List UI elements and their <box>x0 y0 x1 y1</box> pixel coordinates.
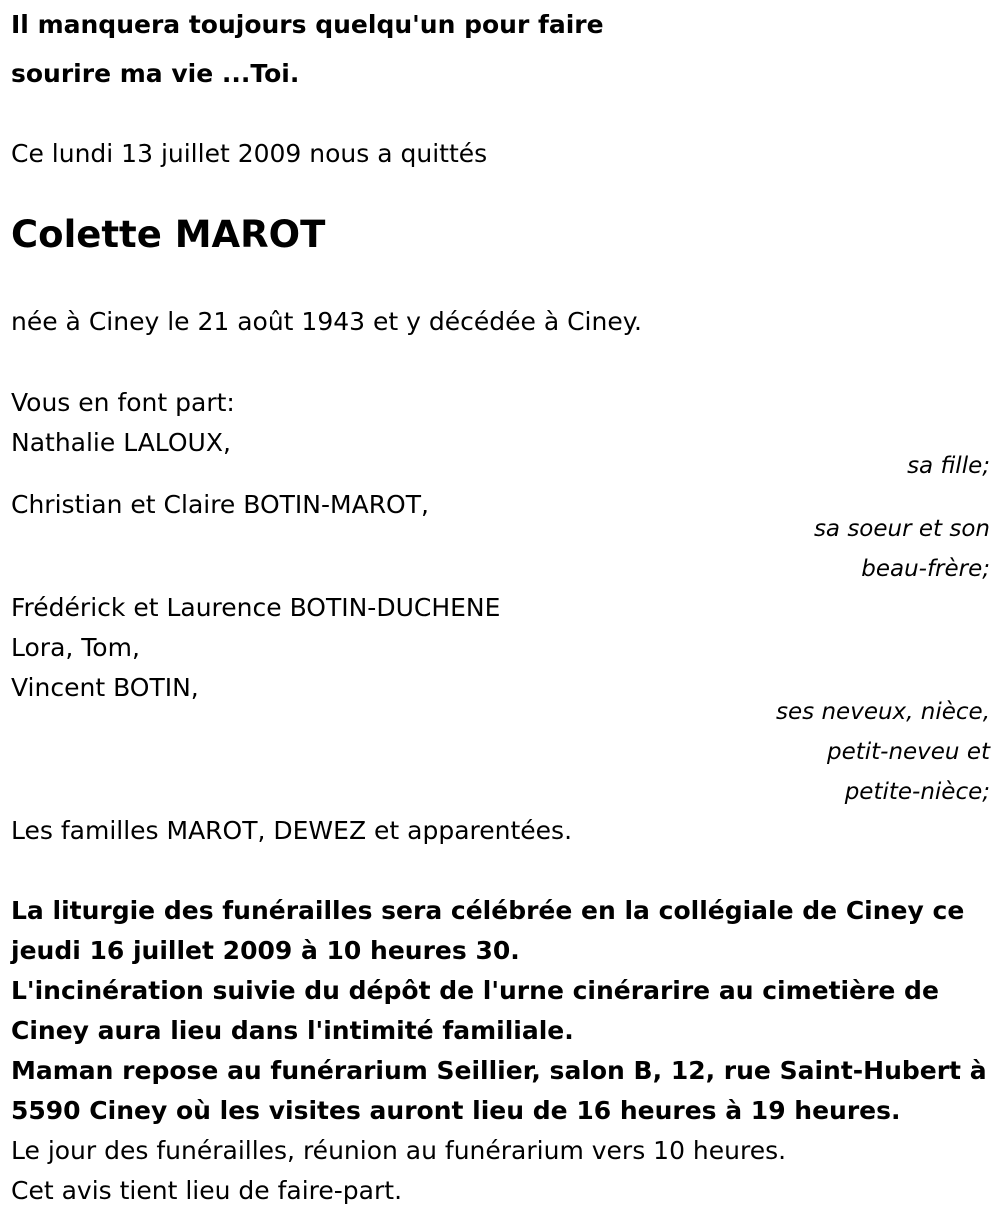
epigraph-line-1: Il manquera toujours quelqu'un pour faire <box>11 10 604 39</box>
family-relation: petite-nièce; <box>844 779 990 805</box>
extended-families: Les familles MAROT, DEWEZ et apparentées. <box>11 816 573 845</box>
family-relation: petit-neveu et <box>826 739 990 765</box>
family-relation: beau-frère; <box>861 556 990 582</box>
ceremony-line-6: 5590 Ciney où les visites auront lieu de 16 heures à 19 heures. <box>11 1096 901 1125</box>
family-member-name: Christian et Claire BOTIN-MAROT, <box>11 490 429 519</box>
family-relation: sa soeur et son <box>813 516 990 542</box>
announcers-heading: Vous en font part: <box>11 388 235 417</box>
intro-text: Ce lundi 13 juillet 2009 nous a quittés <box>11 139 488 168</box>
ceremony-line-8: Cet avis tient lieu de faire-part. <box>11 1176 403 1205</box>
family-member-name: Lora, Tom, <box>11 633 140 662</box>
ceremony-line-7: Le jour des funérailles, réunion au funérarium vers 10 heures. <box>11 1136 787 1165</box>
family-relation: sa fille; <box>907 453 990 479</box>
ceremony-line-2: jeudi 16 juillet 2009 à 10 heures 30. <box>11 936 520 965</box>
family-member-name: Frédérick et Laurence BOTIN-DUCHENE <box>11 593 501 622</box>
ceremony-line-5: Maman repose au funérarium Seillier, salon B, 12, rue Saint-Hubert à <box>11 1056 987 1085</box>
birth-death-text: née à Ciney le 21 août 1943 et y décédée à Ciney. <box>11 307 642 336</box>
ceremony-line-1: La liturgie des funérailles sera célébrée en la collégiale de Ciney ce <box>11 896 965 925</box>
epigraph-line-2: sourire ma vie ...Toi. <box>11 59 300 88</box>
family-relation: ses neveux, nièce, <box>776 699 990 725</box>
family-member-name: Nathalie LALOUX, <box>11 428 231 457</box>
ceremony-line-3: L'incinération suivie du dépôt de l'urne cinérarire au cimetière de <box>11 976 939 1005</box>
ceremony-line-4: Ciney aura lieu dans l'intimité familiale. <box>11 1016 574 1045</box>
deceased-name: Colette MAROT <box>11 213 326 256</box>
family-member-name: Vincent BOTIN, <box>11 673 199 702</box>
